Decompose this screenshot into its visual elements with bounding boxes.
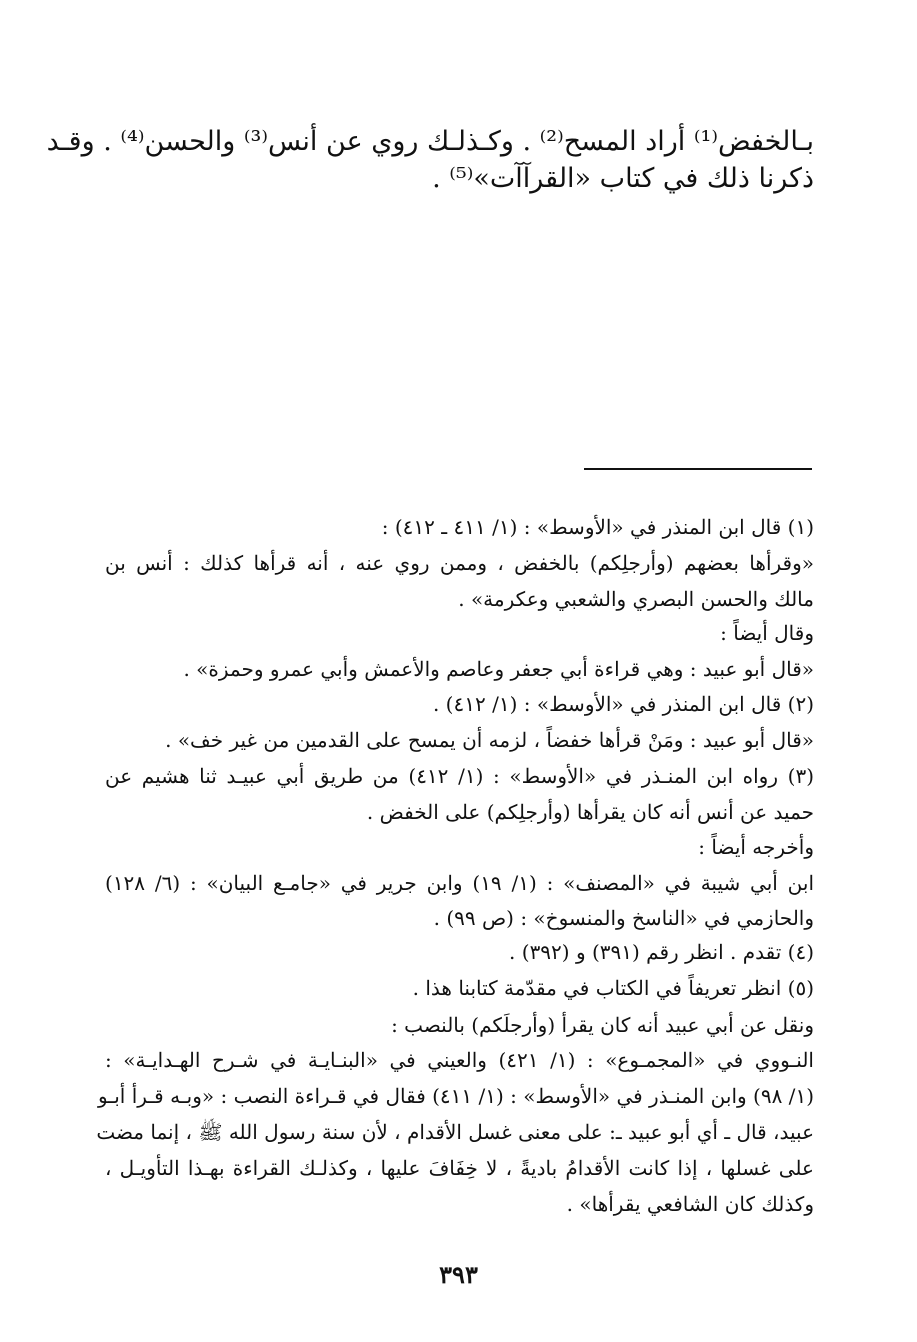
footnote-line: وقال أيضاً : bbox=[720, 621, 814, 645]
footnote-line: على غسلها ، إذا كانت الأقدامُ باديةً ، لا خِفَافَ عليها ، وكذلـك القراءة بهـذا التأويـل ، bbox=[105, 1156, 814, 1180]
footnote-line: «قال أبو عبيد : وهي قراءة أبي جعفر وعاصم والأعمش وأبي عمرو وحمزة» . bbox=[183, 657, 814, 681]
main-text-line-1: بـالخفض⁽¹⁾ أراد المسح⁽²⁾ . وكـذلـك روي عن أنس⁽³⁾ والحسن⁽⁴⁾ . وقـد bbox=[46, 126, 814, 157]
footnote-line: والحازمي في «الناسخ والمنسوخ» : (ص ٩٩) . bbox=[433, 906, 814, 930]
footnote-line: (٢) قال ابن المنذر في «الأوسط» : (١/ ٤١٢) . bbox=[432, 692, 814, 716]
footnote-line: وكذلك كان الشافعي يقرأها» . bbox=[566, 1192, 814, 1216]
footnote-line: (١) قال ابن المنذر في «الأوسط» : (١/ ٤١١ ـ ٤١٢) : bbox=[381, 515, 814, 539]
footnote-line: مالك والحسن البصري والشعبي وعكرمة» . bbox=[458, 587, 814, 611]
footnote-line: عبيد، قال ـ أي أبو عبيد ـ: على معنى غسل الأقدام ، لأن سنة رسول الله ﷺ ، إنما مضت bbox=[96, 1120, 814, 1144]
main-text-line-2: ذكرنا ذلك في كتاب «القرآآت»⁽⁵⁾ . bbox=[432, 163, 814, 194]
footnote-line: «وقرأها بعضهم (وأرجلِكم) بالخفض ، وممن روي عنه ، أنه قرأها كذلك : أنس بن bbox=[105, 551, 814, 575]
footnote-line: (٣) رواه ابن المنـذر في «الأوسط» : (١/ ٤١٢) من طريق أبي عبيـد ثنا هشيم عن bbox=[105, 764, 814, 788]
footnote-separator bbox=[584, 468, 812, 470]
page-number: ٣٩٣ bbox=[439, 1260, 478, 1289]
footnote-line: (١/ ٩٨) وابن المنـذر في «الأوسط» : (١/ ٤١١) فقال في قـراءة النصب : «وبـه قـرأ أبـو bbox=[98, 1084, 814, 1108]
footnote-line: «قال أبو عبيد : ومَنْ قرأها خفضاً ، لزمه أن يمسح على القدمين من غير خف» . bbox=[165, 728, 814, 752]
footnote-line: (٤) تقدم . انظر رقم (٣٩١) و (٣٩٢) . bbox=[509, 940, 814, 964]
footnote-line: وأخرجه أيضاً : bbox=[698, 835, 814, 859]
footnote-line: النـووي في «المجمـوع» : (١/ ٤٢١) والعيني في «البنـايـة في شـرح الهـدايـة» : bbox=[105, 1048, 814, 1072]
footnote-line: ابن أبي شيبة في «المصنف» : (١/ ١٩) وابن جرير في «جامـع البيان» : (٦/ ١٢٨) bbox=[105, 871, 814, 895]
footnote-line: (٥) انظر تعريفاً في الكتاب في مقدّمة كتابنا هذا . bbox=[412, 976, 814, 1000]
footnote-line: حميد عن أنس أنه كان يقرأها (وأرجلِكم) على الخفض . bbox=[366, 800, 814, 824]
footnote-line: ونقل عن أبي عبيد أنه كان يقرأ (وأرجلَكم) بالنصب : bbox=[391, 1013, 814, 1037]
